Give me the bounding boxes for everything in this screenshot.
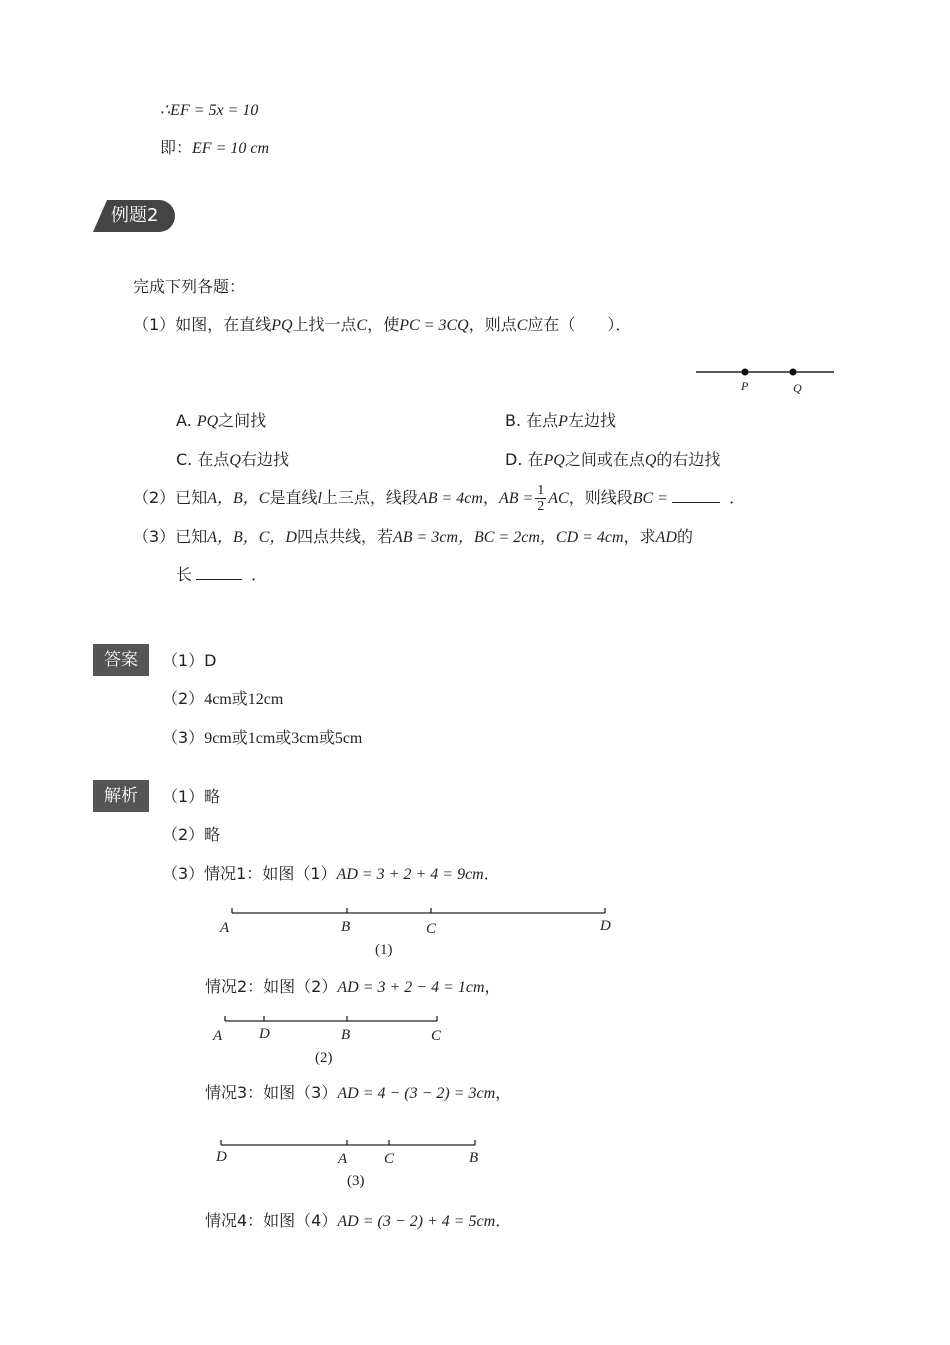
case-2-math: AD = 3 + 2 − 4 = 1cm	[337, 979, 485, 996]
q1-math-3: PC = 3CQ	[399, 317, 469, 334]
q2-sep: ，	[482, 488, 499, 507]
q2-text-a: 已知	[175, 488, 208, 507]
case-3-end: ，	[495, 1083, 512, 1102]
example-tag-label: 例题2	[111, 205, 159, 226]
q1-math-4: C	[516, 317, 528, 334]
point-p-dot	[742, 369, 749, 376]
case-3-text	[205, 1083, 511, 1104]
case-1-end: ．	[483, 864, 500, 883]
top-line-1	[160, 100, 258, 121]
q3-text-c: ，求	[623, 527, 656, 546]
q2-number: （2）	[133, 488, 176, 507]
answer-tag	[93, 644, 149, 676]
case-3-math: AD = 4 − (3 − 2) = 3cm	[337, 1085, 496, 1102]
case-4-end: ．	[495, 1211, 512, 1230]
q3-math-1: A，B，C，D	[207, 529, 297, 546]
answer-1: （1）D	[162, 651, 217, 670]
q1-text-b: 上找一点	[292, 315, 357, 334]
q3-math-2: AB = 3cm，BC = 2cm，CD = 4cm	[393, 529, 624, 546]
q3-answer-blank[interactable]	[196, 565, 242, 580]
point-p-label: P	[741, 379, 749, 393]
q1-text-d: ，则点	[468, 315, 517, 334]
q1-text-c: ，使	[367, 315, 400, 334]
option-b-text-2: 左边找	[567, 411, 616, 430]
case-2-text	[205, 977, 501, 998]
q2-math-1: A，B，C	[207, 490, 270, 507]
case-1-label-b: B	[341, 919, 351, 935]
option-c-text-2: 右边找	[240, 450, 289, 469]
q2-text-d: ，则线段	[568, 488, 633, 507]
case-3-label-a: A	[338, 1151, 348, 1167]
case-4-text	[205, 1211, 511, 1232]
answer-2-value: 4cm或12cm	[204, 691, 284, 708]
question-3	[133, 527, 693, 548]
top-line-2-math: EF = 10 cm	[192, 140, 270, 157]
q3-number: （3）	[133, 527, 176, 546]
q2-math-3: AB = 4cm	[417, 490, 483, 507]
q2-math-6: BC =	[632, 490, 668, 507]
case-1-figure	[215, 902, 625, 962]
answer-2	[162, 689, 283, 710]
option-d-text-2: 之间或在点	[564, 450, 645, 469]
q2-math-2: l	[317, 490, 322, 507]
option-c-text-1: 在点	[197, 450, 230, 469]
analysis-tag	[93, 780, 149, 812]
option-d-text-3: 的右边找	[656, 450, 721, 469]
option-b-letter: B.	[505, 411, 522, 430]
q2-answer-blank[interactable]	[672, 488, 720, 503]
q2-fraction-den: 2	[537, 499, 545, 514]
case-1-math: AD = 3 + 2 + 4 = 9cm	[336, 866, 484, 883]
case-3-label-d: D	[216, 1149, 227, 1165]
case-1-text	[162, 864, 500, 885]
answer-3	[162, 728, 362, 749]
analysis-1: （1）略	[162, 787, 221, 806]
case-1-caption: (1)	[375, 942, 393, 958]
option-c-letter: C.	[176, 450, 193, 469]
option-d-text-1: 在	[527, 450, 544, 469]
option-d-math-1: PQ	[543, 452, 565, 469]
q1-math-1: PQ	[271, 317, 293, 334]
q3-end: ．	[251, 565, 268, 584]
answer-3-number: （3）	[162, 728, 205, 747]
option-a-text: 之间找	[218, 411, 267, 430]
point-q-dot	[790, 369, 797, 376]
question-1	[133, 315, 631, 336]
q3-text-d: 的	[676, 527, 693, 546]
q3-math-3: AD	[655, 529, 677, 546]
example-intro: 完成下列各题：	[133, 277, 246, 296]
option-d-letter: D.	[505, 450, 523, 469]
question-2	[133, 482, 745, 515]
case-3-prefix: 情况3：如图（3）	[205, 1083, 338, 1102]
case-3-label-b: B	[469, 1150, 479, 1166]
q2-end: ．	[729, 488, 746, 507]
case-1-prefix: （3）情况1：如图（1）	[162, 864, 337, 883]
answer-tag-label: 答案	[104, 650, 138, 670]
option-b-text-1: 在点	[526, 411, 559, 430]
case-2-label-b: B	[341, 1027, 351, 1043]
q1-number: （1）	[133, 315, 176, 334]
option-a-letter: A.	[176, 411, 192, 430]
example-tag	[93, 200, 175, 232]
case-2-figure	[205, 1010, 455, 1070]
q1-text-e: 应在（ ）．	[527, 315, 632, 334]
option-d-math-2: Q	[644, 452, 657, 469]
option-d[interactable]	[505, 450, 720, 471]
case-1-label-c: C	[426, 921, 437, 937]
q2-fraction-num: 1	[537, 483, 545, 498]
answer-3-value: 9cm或1cm或3cm或5cm	[204, 730, 363, 747]
q2-text-b: 是直线	[269, 488, 318, 507]
top-line-2-prefix: 即：	[160, 138, 193, 157]
case-3-figure	[205, 1134, 495, 1194]
q2-math-4: AB =	[498, 490, 534, 507]
case-3-label-c: C	[384, 1151, 395, 1167]
case-4-prefix: 情况4：如图（4）	[205, 1211, 338, 1230]
q3-text-a: 已知	[175, 527, 208, 546]
top-line-2	[160, 138, 269, 159]
q2-fraction	[535, 483, 546, 514]
case-2-end: ，	[484, 977, 501, 996]
option-c[interactable]	[176, 450, 289, 471]
case-1-label-a: A	[220, 920, 230, 936]
analysis-2: （2）略	[162, 825, 221, 844]
q2-math-5: AC	[548, 490, 569, 507]
case-2-label-a: A	[213, 1028, 223, 1044]
option-c-math: Q	[229, 452, 241, 469]
option-a-math: PQ	[196, 413, 219, 430]
option-a[interactable]	[176, 411, 266, 432]
top-line-1-math: ∴EF = 5x = 10	[160, 102, 259, 119]
option-b-math: P	[558, 413, 568, 430]
q1-line-figure	[690, 360, 840, 400]
q3-text-b: 四点共线，若	[296, 527, 393, 546]
q1-math-2: C	[356, 317, 368, 334]
case-2-label-c: C	[431, 1028, 442, 1044]
q2-text-c: 上三点，线段	[321, 488, 418, 507]
point-q-label: Q	[793, 381, 802, 395]
q3-line2-text: 长	[176, 565, 193, 584]
analysis-tag-label: 解析	[104, 786, 138, 806]
case-2-label-d: D	[259, 1026, 270, 1042]
answer-2-number: （2）	[162, 689, 205, 708]
case-2-caption: (2)	[315, 1050, 333, 1066]
case-1-label-d: D	[600, 918, 611, 934]
option-b[interactable]	[505, 411, 616, 432]
case-2-prefix: 情况2：如图（2）	[205, 977, 338, 996]
case-3-caption: (3)	[347, 1173, 365, 1189]
q1-text-a: 如图，在直线	[175, 315, 272, 334]
question-3-line-2	[176, 565, 267, 585]
case-4-math: AD = (3 − 2) + 4 = 5cm	[337, 1213, 496, 1230]
